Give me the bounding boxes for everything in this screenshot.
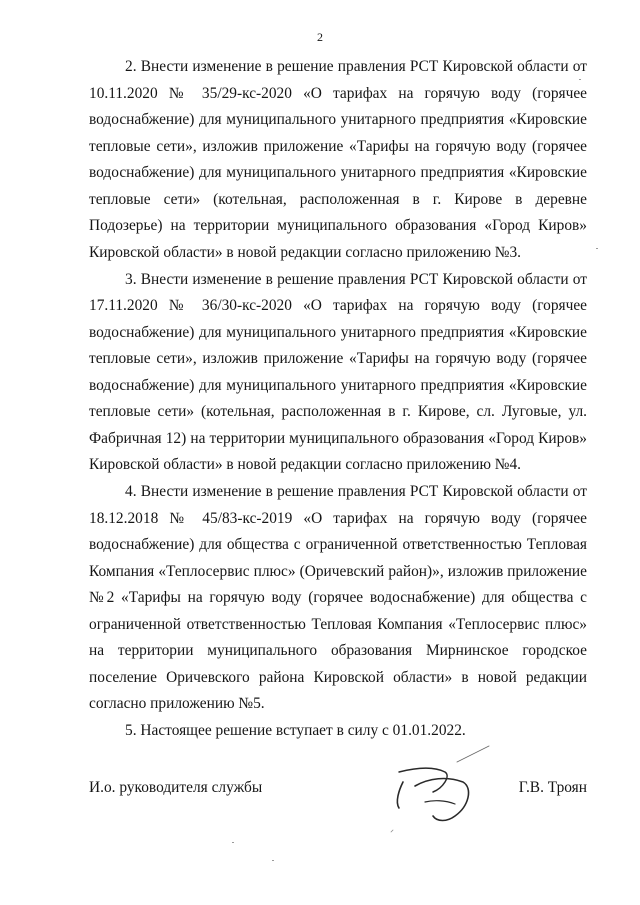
scan-speck xyxy=(579,79,581,80)
handwritten-signature xyxy=(385,742,495,837)
paragraph-item-4: 4. Внести изменение в решение правления РСТ Кировской области от 18.12.2018 № 45/83-кс-2019 «О тарифах на горячую воду (горячее водоснабжение) для общества с ограниченной ответственностью Тепловая Компания «Теплосервис плюс» (Оричевский район)», изложив приложение №2 «Тарифы на горячую воду (горячее водоснабжение) для общества с ограниченной ответственностью Тепловая Компания «Теплосервис плюс» на территории муниципального образования Мирнинское городское поселение Оричевского района Кировской области» в новой редакции согласно приложению №5. xyxy=(89,483,587,712)
signer-title: И.о. руководителя службы xyxy=(89,779,263,796)
signer-name: Г.В. Троян xyxy=(518,779,587,796)
paragraph-item-2: 2. Внести изменение в решение правления РСТ Кировской области от 10.11.2020 № 35/29-кс-2020 «О тарифах на горячую воду (горячее водоснабжение) для муниципального унитарного предприятия «Кировские тепловые сети», изложив приложение «Тарифы на горячую воду (горячее водоснабжение) для муниципального унитарного предприятия «Кировские тепловые сети» (котельная, расположенная в г. Кирове в деревне Подозерье) на территории муниципального образования «Город Киров» Кировской области» в новой редакции согласно приложению №3. xyxy=(89,58,587,261)
paragraph-item-3: 3. Внести изменение в решение правления РСТ Кировской области от 17.11.2020 № 36/30-кс-2020 «О тарифах на горячую воду (горячее водоснабжение) для муниципального унитарного предприятия «Кировские тепловые сети», изложив приложение «Тарифы на горячую воду (горячее водоснабжение) для муниципального унитарного предприятия «Кировские тепловые сети» (котельная, расположенная в г. Кирове, сл. Луговые, ул. Фабричная 12) на территории муниципального образования «Город Киров» Кировской области» в новой редакции согласно приложению №4. xyxy=(89,270,587,473)
page-number: 2 xyxy=(317,30,323,44)
scan-speck xyxy=(272,860,274,861)
document-body xyxy=(89,54,587,745)
scan-speck xyxy=(596,248,598,249)
scan-speck xyxy=(232,842,234,843)
paragraph-item-5: 5. Настоящее решение вступает в силу с 01.01.2022. xyxy=(125,722,466,739)
signature-block xyxy=(89,776,587,800)
